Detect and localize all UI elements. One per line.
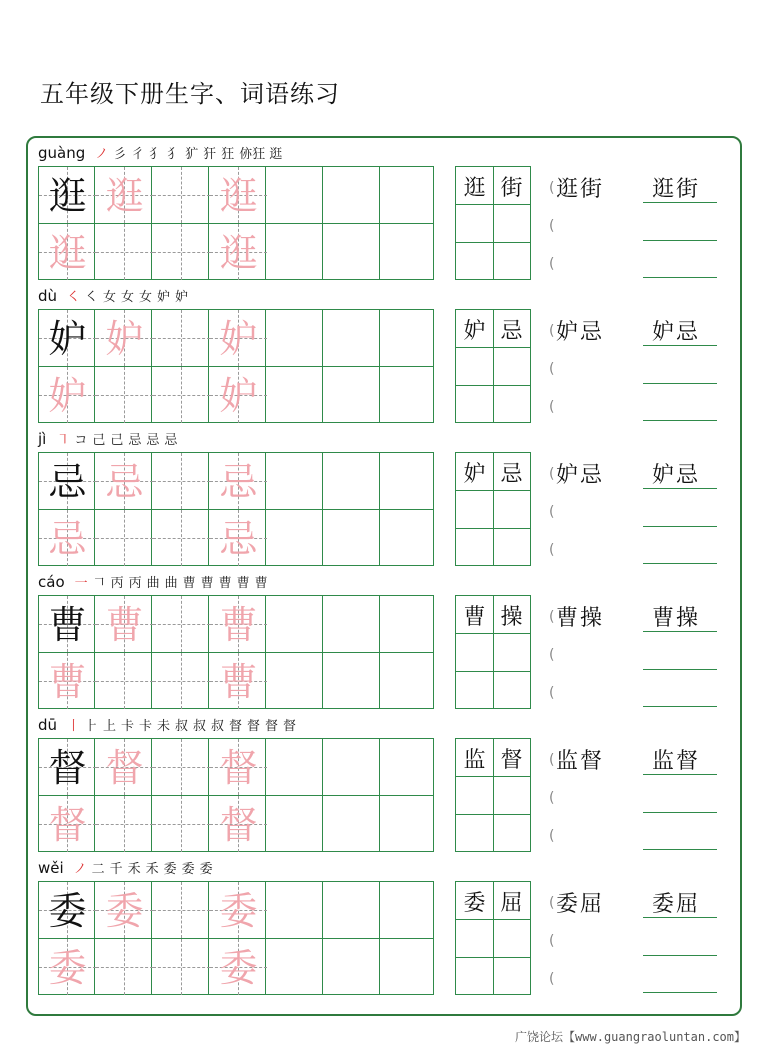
paren-mark: ( xyxy=(549,466,555,482)
trace-character: 忌 xyxy=(219,516,258,561)
trace-character: 妒 xyxy=(219,373,258,418)
guide-line xyxy=(181,882,182,938)
stroke-step: 犷 xyxy=(185,147,199,162)
stroke-step: 卡 xyxy=(121,719,135,734)
word-box-char: 监 xyxy=(463,748,486,773)
stroke-step: 曹 xyxy=(182,576,196,591)
writing-line[interactable] xyxy=(643,669,717,670)
pinyin-line xyxy=(38,569,269,591)
stroke-step: 忌 xyxy=(128,433,142,448)
trace-character: 妒 xyxy=(105,316,144,361)
word-writing-sample: 曹操 xyxy=(652,606,701,631)
stroke-step: 曹 xyxy=(218,576,232,591)
paren-mark: ( xyxy=(549,971,555,987)
stroke-step: 丨 xyxy=(67,719,81,734)
trace-character: 委 xyxy=(48,945,87,990)
word-sample: 委屈 xyxy=(556,892,605,917)
guide-line xyxy=(181,310,182,366)
word-box xyxy=(455,309,531,423)
trace-character: 逛 xyxy=(48,230,87,275)
guide-line xyxy=(181,224,182,280)
pinyin-line xyxy=(38,712,297,734)
practice-row xyxy=(0,712,780,855)
word-box-char: 妒 xyxy=(463,319,486,344)
stroke-step: 督 xyxy=(265,719,279,734)
word-sample: 妒忌 xyxy=(556,320,605,345)
paren-mark: ( xyxy=(549,323,555,339)
writing-line[interactable] xyxy=(643,202,717,203)
model-character: 委 xyxy=(48,888,87,933)
guide-line xyxy=(181,453,182,509)
stroke-step: ノ xyxy=(73,862,87,877)
stroke-step: 叔 xyxy=(175,719,189,734)
word-box xyxy=(455,452,531,566)
stroke-order xyxy=(74,858,214,877)
paren-mark: ( xyxy=(549,895,555,911)
stroke-step: ノ xyxy=(95,147,109,162)
stroke-step: 犭 xyxy=(149,147,163,162)
paren-mark: ( xyxy=(549,542,555,558)
stroke-step: 彳 xyxy=(131,147,145,162)
stroke-step: 督 xyxy=(283,719,297,734)
pinyin: guàng xyxy=(38,144,86,162)
guide-line xyxy=(124,510,125,566)
stroke-step: 忌 xyxy=(146,433,160,448)
word-box-char: 忌 xyxy=(500,319,523,344)
stroke-step: 一 xyxy=(74,576,88,591)
stroke-step: 曹 xyxy=(236,576,250,591)
trace-character: 忌 xyxy=(105,459,144,504)
paren-mark: ( xyxy=(549,752,555,768)
stroke-order xyxy=(67,715,297,734)
writing-line[interactable] xyxy=(643,526,717,527)
practice-row xyxy=(0,855,780,998)
page-title: 五年级下册生字、词语练习 xyxy=(40,80,340,108)
stroke-step: ⺊ xyxy=(85,719,99,734)
stroke-step: 逛 xyxy=(269,147,283,162)
writing-line[interactable] xyxy=(643,563,717,564)
stroke-step: 犭 xyxy=(167,147,181,162)
stroke-step: 委 xyxy=(181,862,195,877)
trace-character: 忌 xyxy=(48,516,87,561)
trace-character: 督 xyxy=(48,802,87,847)
stroke-step: 叔 xyxy=(211,719,225,734)
stroke-step: 禾 xyxy=(127,862,141,877)
trace-character: 督 xyxy=(219,745,258,790)
stroke-order xyxy=(67,286,189,305)
word-box-divider xyxy=(456,919,530,920)
pinyin-line xyxy=(38,283,189,305)
word-box-divider xyxy=(456,633,530,634)
word-box-char: 屈 xyxy=(500,891,523,916)
trace-character: 曹 xyxy=(219,602,258,647)
stroke-step: 丙 xyxy=(110,576,124,591)
model-character: 忌 xyxy=(48,459,87,504)
pinyin-line xyxy=(38,140,283,162)
stroke-step: ㇕ xyxy=(56,433,70,448)
stroke-step: 妒 xyxy=(175,290,189,305)
pinyin: dù xyxy=(38,287,58,305)
word-box-divider xyxy=(456,814,530,815)
paren-mark: ( xyxy=(549,828,555,844)
word-writing-sample: 妒忌 xyxy=(652,320,701,345)
word-box-divider xyxy=(456,671,530,672)
practice-row xyxy=(0,140,780,283)
writing-line[interactable] xyxy=(643,955,717,956)
word-box-char: 操 xyxy=(500,605,523,630)
stroke-step: 狂 xyxy=(221,147,235,162)
word-box-divider xyxy=(456,204,530,205)
word-box-char: 逛 xyxy=(463,176,486,201)
writing-line[interactable] xyxy=(643,992,717,993)
stroke-step: 曲 xyxy=(146,576,160,591)
stroke-step: 委 xyxy=(199,862,213,877)
trace-character: 曹 xyxy=(219,659,258,704)
paren-mark: ( xyxy=(549,180,555,196)
guide-line xyxy=(124,653,125,709)
stroke-step: 女 xyxy=(103,290,117,305)
paren-mark: ( xyxy=(549,399,555,415)
practice-grid xyxy=(38,309,434,423)
pinyin: wěi xyxy=(38,859,64,877)
word-box-divider xyxy=(456,347,530,348)
trace-character: 曹 xyxy=(105,602,144,647)
paren-mark: ( xyxy=(549,933,555,949)
practice-grid xyxy=(38,166,434,280)
practice-grid xyxy=(38,595,434,709)
guide-line xyxy=(181,596,182,652)
pinyin: cáo xyxy=(38,573,65,591)
stroke-step: 上 xyxy=(103,719,117,734)
word-box-char: 忌 xyxy=(500,462,523,487)
word-writing-sample: 妒忌 xyxy=(652,463,701,488)
stroke-step: コ xyxy=(74,433,88,448)
trace-character: 委 xyxy=(219,945,258,990)
word-writing-sample: 逛街 xyxy=(652,177,701,202)
trace-character: 曹 xyxy=(48,659,87,704)
stroke-step: 彡 xyxy=(113,147,127,162)
model-character: 督 xyxy=(48,745,87,790)
practice-grid xyxy=(38,881,434,995)
paren-mark: ( xyxy=(549,504,555,520)
word-box-divider xyxy=(456,490,530,491)
stroke-step: 委 xyxy=(163,862,177,877)
trace-character: 督 xyxy=(219,802,258,847)
stroke-step: 女 xyxy=(121,290,135,305)
stroke-step: 二 xyxy=(91,862,105,877)
paren-mark: ( xyxy=(549,609,555,625)
stroke-step: 丙 xyxy=(128,576,142,591)
trace-character: 妒 xyxy=(219,316,258,361)
paren-mark: ( xyxy=(549,647,555,663)
stroke-step: 督 xyxy=(247,719,261,734)
pinyin-line xyxy=(38,426,178,448)
guide-line xyxy=(181,739,182,795)
writing-line[interactable] xyxy=(643,488,717,489)
stroke-step: 卡 xyxy=(139,719,153,734)
paren-mark: ( xyxy=(549,256,555,272)
stroke-step: 曲 xyxy=(164,576,178,591)
guide-line xyxy=(181,796,182,852)
model-character: 逛 xyxy=(48,173,87,218)
stroke-step: 己 xyxy=(110,433,124,448)
paren-mark: ( xyxy=(549,218,555,234)
practice-row xyxy=(0,569,780,712)
practice-row xyxy=(0,283,780,426)
word-box-char: 妒 xyxy=(463,462,486,487)
practice-grid xyxy=(38,452,434,566)
pinyin: dū xyxy=(38,716,58,734)
stroke-step: 妒 xyxy=(157,290,171,305)
word-sample: 逛街 xyxy=(556,177,605,202)
trace-character: 逛 xyxy=(219,230,258,275)
stroke-step: 𠃍 xyxy=(92,576,106,591)
guide-line xyxy=(181,510,182,566)
writing-line[interactable] xyxy=(643,240,717,241)
stroke-step: 曹 xyxy=(254,576,268,591)
stroke-step: 督 xyxy=(229,719,243,734)
paren-mark: ( xyxy=(549,790,555,806)
stroke-step: 己 xyxy=(92,433,106,448)
trace-character: 忌 xyxy=(219,459,258,504)
paren-mark: ( xyxy=(549,685,555,701)
stroke-order xyxy=(75,572,269,591)
word-sample: 曹操 xyxy=(556,606,605,631)
word-writing-sample: 委屈 xyxy=(652,892,701,917)
stroke-step: 忌 xyxy=(164,433,178,448)
stroke-step: 未 xyxy=(157,719,171,734)
writing-line[interactable] xyxy=(643,383,717,384)
word-box xyxy=(455,881,531,995)
stroke-step: 女 xyxy=(139,290,153,305)
trace-character: 逛 xyxy=(105,173,144,218)
model-character: 妒 xyxy=(48,316,87,361)
stroke-step: 㑊狂 xyxy=(239,147,266,162)
word-box-divider xyxy=(456,957,530,958)
stroke-order xyxy=(56,429,178,448)
guide-line xyxy=(181,367,182,423)
guide-line xyxy=(124,939,125,995)
pinyin: jì xyxy=(38,430,47,448)
writing-line[interactable] xyxy=(643,917,717,918)
stroke-step: ㇛ xyxy=(85,290,99,305)
stroke-step: 千 xyxy=(109,862,123,877)
word-box-char: 委 xyxy=(463,891,486,916)
guide-line xyxy=(181,167,182,223)
practice-grid xyxy=(38,738,434,852)
model-character: 曹 xyxy=(48,602,87,647)
practice-row xyxy=(0,426,780,569)
guide-line xyxy=(181,939,182,995)
word-box-divider xyxy=(456,385,530,386)
word-box-divider xyxy=(456,528,530,529)
writing-line[interactable] xyxy=(643,812,717,813)
word-sample: 监督 xyxy=(556,749,605,774)
writing-line[interactable] xyxy=(643,277,717,278)
word-box xyxy=(455,166,531,280)
guide-line xyxy=(124,796,125,852)
stroke-step: 曹 xyxy=(200,576,214,591)
trace-character: 委 xyxy=(219,888,258,933)
trace-character: 督 xyxy=(105,745,144,790)
stroke-step: ㇛ xyxy=(67,290,81,305)
writing-line[interactable] xyxy=(643,345,717,346)
paren-mark: ( xyxy=(549,361,555,377)
word-box xyxy=(455,595,531,709)
word-box xyxy=(455,738,531,852)
stroke-step: 叔 xyxy=(193,719,207,734)
word-box-char: 街 xyxy=(500,176,523,201)
word-box-char: 曹 xyxy=(463,605,486,630)
guide-line xyxy=(181,653,182,709)
trace-character: 委 xyxy=(105,888,144,933)
stroke-step: 犴 xyxy=(203,147,217,162)
word-writing-sample: 监督 xyxy=(652,749,701,774)
stroke-order xyxy=(95,143,283,162)
word-sample: 妒忌 xyxy=(556,463,605,488)
writing-line[interactable] xyxy=(643,706,717,707)
writing-line[interactable] xyxy=(643,849,717,850)
word-box-divider xyxy=(456,776,530,777)
guide-line xyxy=(124,224,125,280)
footer-watermark: 广饶论坛【www.guangraoluntan.com】 xyxy=(515,1030,746,1044)
guide-line xyxy=(124,367,125,423)
stroke-step: 禾 xyxy=(145,862,159,877)
writing-line[interactable] xyxy=(643,420,717,421)
pinyin-line xyxy=(38,855,214,877)
trace-character: 妒 xyxy=(48,373,87,418)
writing-line[interactable] xyxy=(643,631,717,632)
writing-line[interactable] xyxy=(643,774,717,775)
trace-character: 逛 xyxy=(219,173,258,218)
word-box-divider xyxy=(456,242,530,243)
word-box-char: 督 xyxy=(500,748,523,773)
